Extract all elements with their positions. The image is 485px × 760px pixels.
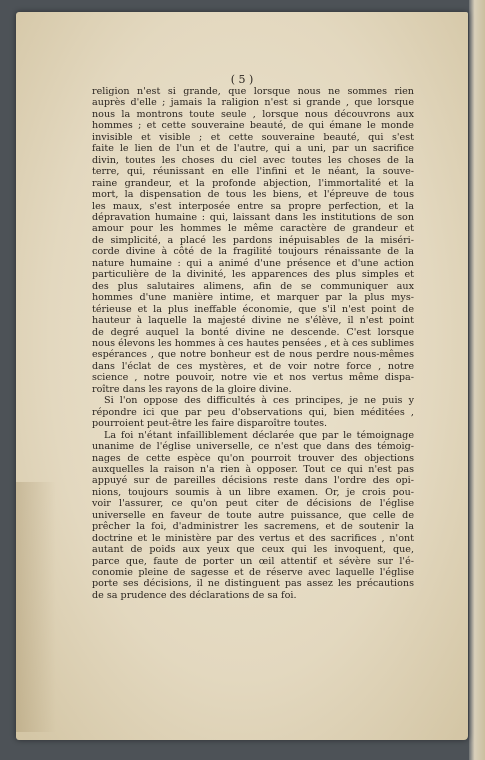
text-line: hommes ; et cette souveraine beauté, de qui émane le monde <box>92 120 414 132</box>
text-line: particulière de la divinité, les apparences des plus simples et <box>92 269 414 281</box>
text-line: nous élevons les hommes à ces hautes pensées , et à ces sublimes <box>92 337 414 349</box>
text-line: térieuse et la plus ineffable économie, que s'il n'est point de <box>92 303 414 315</box>
text-line: conomie pleine de sagesse et de réserve avec laquelle l'église <box>92 567 414 579</box>
text-line: science , notre pouvoir, notre vie et nos vertus même dispa- <box>92 372 414 384</box>
text-line: faite le lien de l'un et de l'autre, qui a uni, par un sacrifice <box>92 143 414 155</box>
text-line: amour pour les hommes le même caractère de grandeur et <box>92 223 414 235</box>
text-line: porte ses décisions, il ne distinguent pas assez les précautions <box>92 578 414 590</box>
text-line: hauteur à laquelle la majesté divine ne s'élève, il n'est point <box>92 315 414 327</box>
text-line: hommes d'une manière intime, et marquer par la plus mys- <box>92 292 414 304</box>
text-line: de sa prudence des déclarations de sa foi. <box>92 589 297 601</box>
text-line: nous la montrons toute seule , lorsque nous découvrons aux <box>92 108 414 120</box>
text-line: les maux, s'est interposée entre sa propre perfection, et la <box>92 200 414 212</box>
text-line: voir l'assurer, ce qu'on peut citer de décisions de l'église <box>92 498 414 510</box>
text-line: des plus salutaires alimens, afin de se communiquer aux <box>92 280 414 292</box>
text-line: raine grandeur, et la profonde abjection, l'immortalité et la <box>92 177 414 189</box>
page-stain <box>16 482 56 732</box>
text-line: divin, toutes les choses du ciel avec toutes les choses de la <box>92 154 414 166</box>
text-line: pourroient peut-être les faire disparoître toutes. <box>92 418 328 430</box>
paragraph-2 <box>92 395 414 429</box>
text-line: de simplicité, a placé les pardons inépuisables de la miséri- <box>92 234 414 246</box>
text-line: roître dans les rayons de la gloire divine. <box>92 383 292 395</box>
text-line: La foi n'étant infailliblement déclarée que par le témoignage <box>104 429 414 441</box>
text-line: corde divine à côté de la fragilité toujours rénaissante de la <box>92 246 414 258</box>
text-line: dépravation humaine : qui, laissant dans les institutions de son <box>92 211 414 223</box>
text-line: autant de poids aux yeux que ceux qui les invoquent, que, <box>92 544 414 556</box>
page-number: ( 5 ) <box>230 73 254 86</box>
body-text <box>92 86 414 601</box>
text-line: auxquelles la raison n'a rien à opposer. Tout ce qui n'est pas <box>92 463 414 475</box>
text-line: répondre ici que par peu d'observations qui, bien méditées , <box>92 406 414 418</box>
text-line: parce que, faute de porter un œil attentif et sévère sur l'é- <box>92 555 414 567</box>
text-line: appuyé sur de pareilles décisions reste dans l'ordre des opi- <box>92 475 414 487</box>
book-spine-edge <box>469 0 485 760</box>
text-line: doctrine et le ministère par des vertus et des sacrifices , n'ont <box>92 532 414 544</box>
text-line: nions, toujours soumis à un libre examen. Or, je crois pou- <box>92 486 414 498</box>
paragraph-3 <box>92 430 414 602</box>
text-line: espérances , que notre bonheur est de nous perdre nous-mêmes <box>92 349 414 361</box>
text-line: auprès d'elle ; jamais la raligion n'est si grande , que lorsque <box>92 97 414 109</box>
text-line: universelle en faveur de toute autre puissance, que celle de <box>92 509 414 521</box>
text-line: terre, qui, réunissant en elle l'infini et le néant, la souve- <box>92 166 414 178</box>
text-line: mort, la dispensation de tous les biens, et l'épreuve de tous <box>92 189 414 201</box>
text-line: nages de cette espèce qu'on pourroit trouver des objections <box>92 452 414 464</box>
text-line: religion n'est si grande, que lorsque nous ne sommes rien <box>92 86 414 97</box>
text-line: unanime de l'église universelle, ce n'est que dans des témoig- <box>92 441 414 453</box>
text-line: nature humaine : qui a animé d'une présence et d'une action <box>92 257 414 269</box>
text-line: prêcher la foi, d'administrer les sacremens, et de soutenir la <box>92 521 414 533</box>
text-line: invisible et visible ; et cette souveraine beauté, qui s'est <box>92 131 414 143</box>
paragraph-1 <box>92 86 414 395</box>
text-line: de degré auquel la bonté divine ne descende. C'est lorsque <box>92 326 414 338</box>
text-line: dans l'éclat de ces mystères, et de voir notre force , notre <box>92 360 414 372</box>
text-line: Si l'on oppose des difficultés à ces principes, je ne puis y <box>104 395 414 407</box>
